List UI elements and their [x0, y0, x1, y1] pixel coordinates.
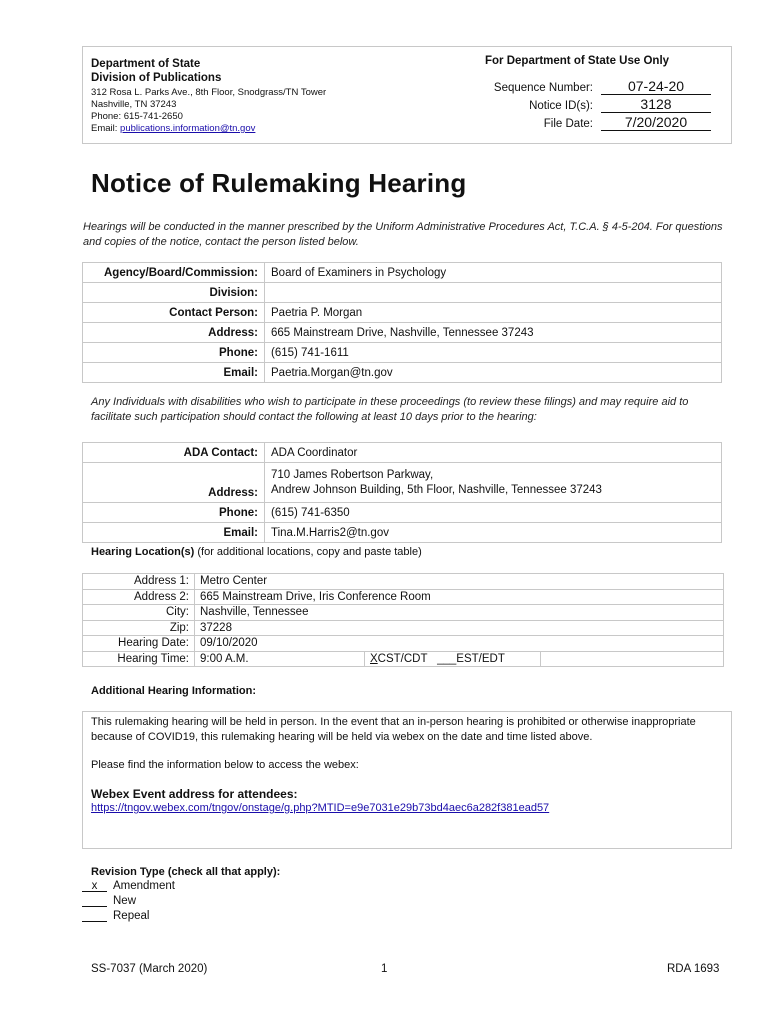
file-date-row	[483, 113, 723, 131]
hearing-date-label: Hearing Date:	[83, 636, 195, 652]
address1-label: Address 1:	[83, 574, 195, 590]
table-row	[83, 589, 724, 605]
est-mark: ___	[437, 652, 457, 665]
revision-checkbox-repeal[interactable]	[82, 910, 107, 922]
city-value: Nashville, Tennessee	[195, 605, 724, 621]
additional-para2: Please find the information below to access the webex:	[91, 759, 359, 771]
email-value: Paetria.Morgan@tn.gov	[265, 363, 722, 383]
cst-mark: X	[370, 652, 378, 665]
table-row	[83, 605, 724, 621]
table-row	[83, 263, 722, 283]
revision-list	[82, 880, 175, 925]
agency-table	[82, 262, 722, 383]
file-date-value: 7/20/2020	[601, 114, 711, 131]
state-use-title: For Department of State Use Only	[485, 55, 670, 67]
sequence-row	[483, 77, 723, 95]
hearing-time-label: Hearing Time:	[83, 651, 195, 667]
org-name: Department of State	[91, 58, 201, 70]
table-row	[83, 363, 722, 383]
additional-info-box	[82, 711, 732, 849]
contact-label: Contact Person:	[83, 303, 265, 323]
list-item	[82, 910, 175, 925]
address-label: Address:	[83, 323, 265, 343]
phone-label: Phone:	[83, 343, 265, 363]
blank-cell	[541, 651, 724, 667]
revision-checkbox-amendment[interactable]: x	[82, 880, 107, 892]
webex-title: Webex Event address for attendees:	[91, 786, 298, 801]
ada-table	[82, 442, 722, 543]
timezone-cell	[365, 651, 541, 667]
webex-link[interactable]: https://tngov.webex.com/tngov/onstage/g.php?MTID=e9e7031e29b73bd4aec6a282f381ead57	[91, 802, 550, 814]
ada-contact-value: ADA Coordinator	[265, 443, 722, 463]
org-division: Division of Publications	[91, 72, 222, 84]
address2-value: 665 Mainstream Drive, Iris Conference Room	[195, 589, 724, 605]
ada-note: Any Individuals with disabilities who wish to participate in these proceedings (to review these filings) and may require aid to facilitate such participation should contact the following at least 10 days prior to the hearing:	[91, 396, 689, 423]
org-city: Nashville, TN 37243	[91, 99, 177, 110]
table-row	[83, 503, 722, 523]
address1-value: Metro Center	[195, 574, 724, 590]
est-label: EST/EDT	[456, 652, 505, 665]
notice-row	[483, 95, 723, 113]
ada-address-line1: 710 James Robertson Parkway,	[271, 468, 434, 481]
footer-form-id: SS-7037 (March 2020)	[91, 963, 208, 975]
footer-rda: RDA 1693	[667, 963, 720, 975]
table-row	[83, 343, 722, 363]
cst-label: CST/CDT	[377, 652, 428, 665]
table-row	[83, 574, 724, 590]
ada-phone-label: Phone:	[83, 503, 265, 523]
additional-para1: This rulemaking hearing will be held in person. In the event that an in-person hearing is prohibited or otherwise inappropriate because of COVID19, this rulemaking hearing will be held via webex on the date and time listed above.	[91, 716, 696, 743]
hearing-location-heading-rest: (for additional locations, copy and paste table)	[194, 546, 422, 558]
org-email-link[interactable]: publications.information@tn.gov	[120, 123, 256, 134]
sequence-value: 07-24-20	[601, 78, 711, 95]
address-value: 665 Mainstream Drive, Nashville, Tennessee 37243	[265, 323, 722, 343]
revision-heading: Revision Type (check all that apply):	[91, 866, 281, 878]
state-use-block	[483, 55, 723, 131]
hearing-date-value: 09/10/2020	[195, 636, 724, 652]
table-row	[83, 523, 722, 543]
table-row	[83, 323, 722, 343]
table-row	[83, 463, 722, 503]
table-row	[83, 636, 724, 652]
additional-info-heading: Additional Hearing Information:	[91, 685, 256, 697]
ada-email-value: Tina.M.Harris2@tn.gov	[265, 523, 722, 543]
ada-contact-label: ADA Contact:	[83, 443, 265, 463]
ada-address-label: Address:	[83, 463, 265, 503]
list-item	[82, 880, 175, 895]
hearing-location-table	[82, 573, 724, 667]
table-row	[83, 620, 724, 636]
ada-phone-value: (615) 741-6350	[265, 503, 722, 523]
footer-page-number: 1	[381, 963, 388, 975]
header-box	[82, 46, 732, 144]
address2-label: Address 2:	[83, 589, 195, 605]
intro-text: Hearings will be conducted in the manner prescribed by the Uniform Administrative Procedures Act, T.C.A. § 4-5-204. For questions and copies of the notice, contact the person listed below.	[83, 221, 723, 248]
zip-label: Zip:	[83, 620, 195, 636]
email-label: Email:	[83, 363, 265, 383]
file-date-label: File Date:	[543, 118, 593, 130]
ada-address-value	[265, 463, 722, 503]
revision-label-new: New	[113, 895, 137, 907]
notice-label: Notice ID(s):	[529, 100, 593, 112]
contact-value: Paetria P. Morgan	[265, 303, 722, 323]
phone-value: (615) 741-1611	[265, 343, 722, 363]
table-row	[83, 651, 724, 667]
hearing-time-value: 9:00 A.M.	[195, 651, 365, 667]
revision-checkbox-new[interactable]	[82, 895, 107, 907]
table-row	[83, 303, 722, 323]
org-block	[91, 57, 411, 135]
division-value	[265, 283, 722, 303]
table-row	[83, 443, 722, 463]
ada-email-label: Email:	[83, 523, 265, 543]
division-label: Division:	[83, 283, 265, 303]
hearing-location-heading-bold: Hearing Location(s)	[91, 546, 195, 558]
agency-value: Board of Examiners in Psychology	[265, 263, 722, 283]
revision-label-amendment: Amendment	[113, 880, 176, 892]
list-item	[82, 895, 175, 910]
agency-label: Agency/Board/Commission:	[83, 263, 265, 283]
city-label: City:	[83, 605, 195, 621]
org-address: 312 Rosa L. Parks Ave., 8th Floor, Snodgrass/TN Tower	[91, 87, 327, 98]
zip-value: 37228	[195, 620, 724, 636]
table-row	[83, 283, 722, 303]
hearing-location-heading	[91, 546, 422, 558]
org-phone: Phone: 615-741-2650	[91, 111, 183, 122]
page-title: Notice of Rulemaking Hearing	[91, 168, 467, 198]
ada-address-line2: Andrew Johnson Building, 5th Floor, Nashville, Tennessee 37243	[271, 483, 602, 496]
revision-label-repeal: Repeal	[113, 910, 150, 922]
notice-value: 3128	[601, 96, 711, 113]
sequence-label: Sequence Number:	[493, 82, 593, 94]
org-email-line	[91, 123, 411, 135]
org-email-label: Email:	[91, 123, 121, 134]
